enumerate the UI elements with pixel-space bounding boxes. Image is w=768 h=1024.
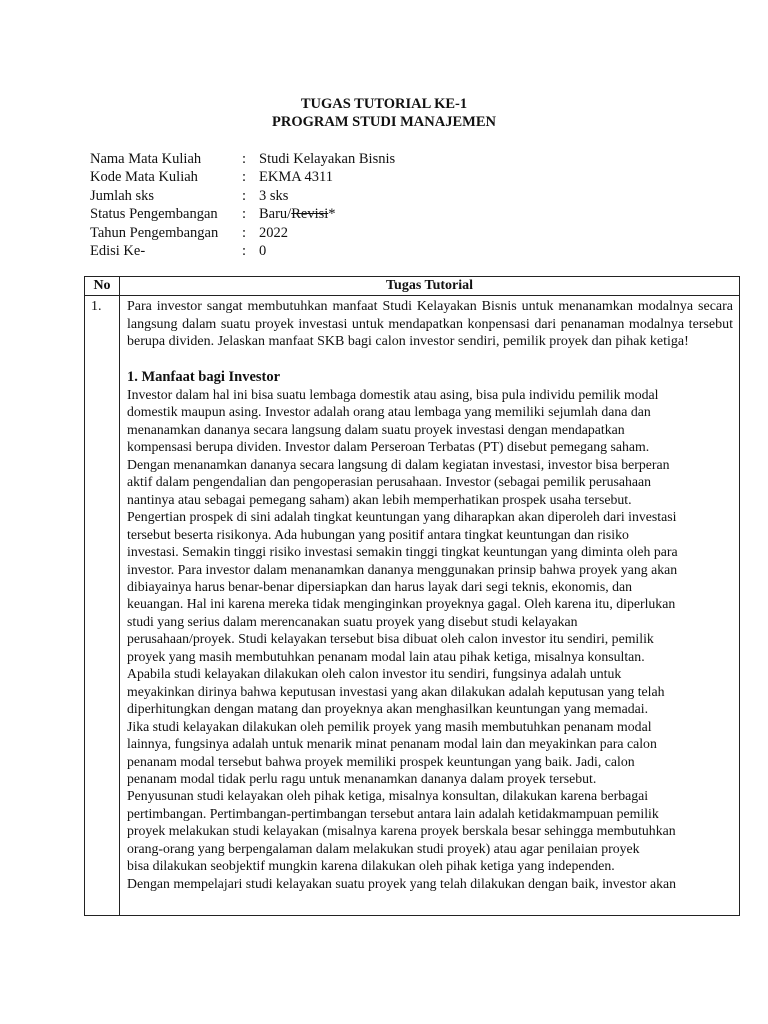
info-value: Studi Kelayakan Bisnis [259,151,396,167]
info-label: Status Pengembangan [90,206,218,223]
info-value: 0 [259,243,267,260]
answer-line: Dengan mempelajari studi kelayakan suatu proyek yang telah dilakukan dengan baik, investor akan [127,875,677,891]
status-new: Baru/ [259,206,292,223]
answer-line: dibiayainya harus benar-benar dipersiapkan dan harus layak dari segi teknis, ekonomis, dan [127,578,633,594]
info-row-status [90,205,395,223]
info-value [259,205,336,223]
info-colon: : [242,187,247,204]
info-colon: : [242,243,247,260]
answer-line: keuangan. Hal ini karena mereka tidak menginginkan proyeknya gagal. Oleh karena itu, diperlukan [127,596,676,612]
answer-line: menanamkan dananya secara langsung dalam suatu proyek investasi dengan mendapatkan [127,421,625,437]
info-row-edition [90,242,395,260]
info-colon: : [242,224,247,241]
answer-line: penanam modal tersebut bahwa proyek memiliki prospek keuntungan yang baik. Jadi, calon [127,753,635,769]
answer-line: perusahaan/proyek. Studi kelayakan tersebut bisa dibuat oleh calon investor itu sendiri, pemilik [127,631,654,647]
document-title: TUGAS TUTORIAL KE-1 [300,96,468,112]
document-subtitle: PROGRAM STUDI MANAJEMEN [272,114,496,130]
header-tugas-tutorial: Tugas Tutorial [385,278,474,293]
info-value: EKMA 4311 [259,169,333,186]
answer-line: lainnya, fungsinya adalah untuk menarik minat penanam modal lain dan meyakinkan para calon [127,736,657,752]
answer-line: proyek melakukan studi kelayakan (misalnya karena proyek berskala besar sehingga membutuhkan [127,823,676,839]
column-divider [119,277,120,915]
answer-line: nantinya atau sebagai pemegang saham) akan lebih memperhatikan prospek usaha tersebut. [127,491,632,507]
answer-line: bisa dilakukan seobjektif mungkin karena dilakukan oleh pihak ketiga yang independen. [127,858,615,874]
answer-line: investor. Para investor dalam menanamkan dananya menggunakan prinsip bahwa proyek yang akan [127,561,678,577]
info-row-year [90,224,395,242]
status-asterisk: * [328,206,336,223]
status-revision-struck: Revisi [291,206,329,223]
answer-line: Penyusunan studi kelayakan oleh pihak ketiga, misalnya konsultan, dilakukan karena berbagai [127,788,649,804]
answer-line: Jika studi kelayakan dilakukan oleh pemilik proyek yang masih membutuhkan penanam modal [127,718,652,734]
info-colon: : [242,169,247,186]
info-value: 2022 [259,224,288,241]
info-label: Nama Mata Kuliah [90,151,202,167]
info-value: 3 sks [259,187,289,204]
info-row-course-code [90,168,395,186]
info-colon: : [242,206,247,223]
info-label: Kode Mata Kuliah [90,169,198,186]
header-no: No [93,278,111,293]
answer-line: investasi. Semakin tinggi risiko investasi semakin tinggi tingkat keuntungan yang diminta oleh para [127,544,678,560]
tutorial-table [84,276,740,916]
answer-line: penanam modal tidak perlu ragu untuk menanamkan dananya dalam proyek tersebut. [127,770,597,786]
question-text: Para investor sangat membutuhkan manfaat Studi Kelayakan Bisnis untuk menanamkan modalnya secara langsung dalam suatu proyek investasi untuk mendapatkan konpensasi dari penanaman modalnya tersebut berupa dividen. Jelaskan manfaat SKB bagi calon investor sendiri, pemilik proyek dan pihak ketiga! [127,299,733,349]
header-divider [85,295,739,296]
answer-body [127,386,733,892]
answer-line: Investor dalam hal ini bisa suatu lembaga domestik atau asing, bisa pula individu pemilik modal [127,387,659,402]
answer-line: tersebut beserta risikonya. Ada hubungan yang positif antara tingkat keuntungan dan risiko [127,526,629,542]
answer-line: diperhitungkan dengan matang dan proyeknya akan menghasilkan keuntungan yang memadai. [127,701,649,717]
answer-heading: 1. Manfaat bagi Investor [127,368,281,385]
course-info [90,150,395,260]
answer-line: meyakinkan dirinya bahwa keputusan investasi yang akan dilakukan adalah keputusan yang telah [127,683,665,699]
info-label: Edisi Ke- [90,243,146,260]
answer-line: orang-orang yang berpengalaman dalam melakukan studi proyek) atau agar penilaian proyek [127,840,640,856]
answer-line: pertimbangan. Pertimbangan-pertimbangan tersebut antara lain adalah ketidakmampuan pemilik [127,805,659,821]
answer-line: proyek yang masih membutuhkan penanam modal lain atau pihak ketiga, misalnya konsultan. [127,648,645,664]
answer-line: Dengan menanamkan dananya secara langsung di dalam kegiatan investasi, investor bisa berperan [127,456,670,472]
answer-line: kompensasi berupa dividen. Investor dalam Perseroan Terbatas (PT) disebut pemegang saham. [127,439,650,455]
answer-line: studi yang serius dalam merencanakan suatu proyek yang disebut studi kelayakan [127,613,578,629]
task-cell [127,298,733,892]
answer-line: Pengertian prospek di sini adalah tingkat keuntungan yang diharapkan akan diperoleh dari investasi [127,509,677,525]
row-number: 1. [91,299,102,314]
info-row-course-name [90,150,395,168]
answer-line: domestik maupun asing. Investor adalah orang atau lembaga yang memiliki sejumlah dana dan [127,404,651,420]
info-label: Jumlah sks [90,187,155,204]
info-row-credits [90,187,395,205]
answer-line: aktif dalam pengendalian dan pengoperasian perusahaan. Investor (sebagai pemilik perusahaan [127,474,652,490]
info-label: Tahun Pengembangan [90,224,219,241]
answer-line: Apabila studi kelayakan dilakukan oleh calon investor itu sendiri, fungsinya adalah untuk [127,666,622,682]
info-colon: : [242,151,247,167]
